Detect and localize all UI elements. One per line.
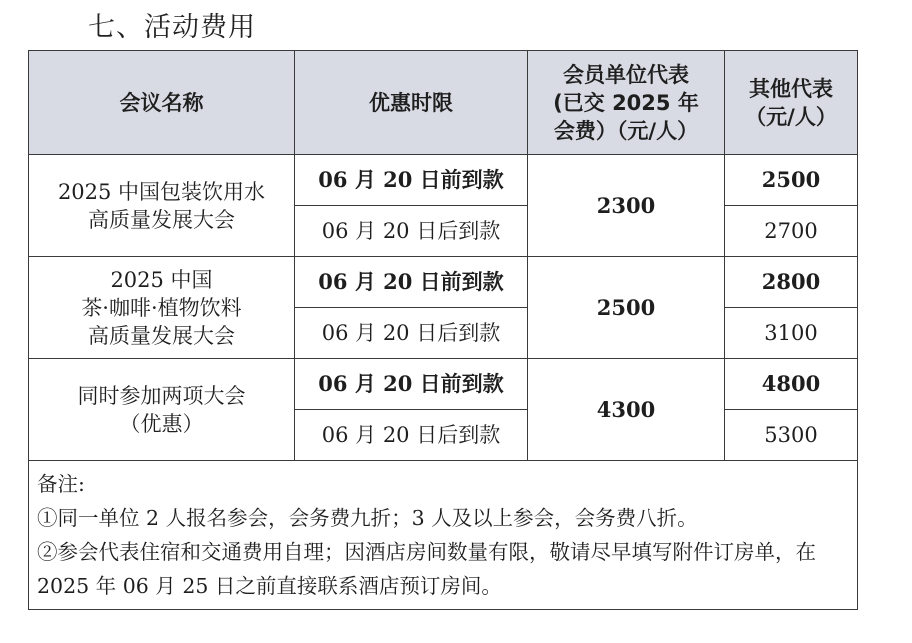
header-member-line: 会员单位代表 — [563, 62, 689, 87]
fee-table — [28, 50, 858, 610]
section-title: 七、活动费用 — [88, 12, 256, 43]
conference-name-line: 高质量发展大会 — [88, 323, 235, 348]
header-discount-period: 优惠时限 — [295, 51, 528, 155]
other-price-cell: 3100 — [725, 308, 858, 359]
conference-name-line: 2025 中国 — [110, 267, 213, 292]
notes-cell — [29, 461, 858, 610]
header-member-line: 会费）（元/人） — [553, 118, 699, 143]
table-row — [29, 257, 858, 308]
conference-name-line: 同时参加两项大会 — [77, 383, 246, 408]
conference-name-cell — [29, 359, 295, 461]
note-item: ②参会代表住宿和交通费用自理；因酒店房间数量有限，敬请尽早填写附件订房单，在 2025 年 06 月 25 日之前直接联系酒店预订房间。 — [37, 540, 816, 598]
notes-row — [29, 461, 858, 610]
period-cell: 06 月 20 日后到款 — [295, 206, 528, 257]
header-member-line: (已交 2025 年 — [553, 90, 699, 115]
table-row — [29, 359, 858, 410]
conference-name-cell — [29, 257, 295, 359]
conference-name-line: （优惠） — [119, 411, 204, 436]
other-price-cell: 2700 — [725, 206, 858, 257]
conference-name-line: 茶·咖啡·植物饮料 — [81, 295, 242, 320]
period-cell: 06 月 20 日后到款 — [295, 308, 528, 359]
period-cell: 06 月 20 日前到款 — [295, 155, 528, 206]
notes-label: 备注: — [37, 472, 85, 496]
period-cell: 06 月 20 日前到款 — [295, 359, 528, 410]
header-conference-name: 会议名称 — [29, 51, 295, 155]
period-cell: 06 月 20 日后到款 — [295, 410, 528, 461]
member-price-cell: 2500 — [528, 257, 725, 359]
header-row — [29, 51, 858, 155]
period-cell: 06 月 20 日前到款 — [295, 257, 528, 308]
header-other-line: 其他代表 — [749, 76, 833, 101]
header-member-price — [528, 51, 725, 155]
header-other-price — [725, 51, 858, 155]
header-other-line: （元/人） — [745, 104, 837, 129]
member-price-cell: 2300 — [528, 155, 725, 257]
note-item: ①同一单位 2 人报名参会，会务费九折；3 人及以上参会，会务费八折。 — [37, 506, 698, 530]
other-price-cell: 2500 — [725, 155, 858, 206]
conference-name-line: 高质量发展大会 — [88, 207, 235, 232]
conference-name-cell — [29, 155, 295, 257]
other-price-cell: 2800 — [725, 257, 858, 308]
other-price-cell: 4800 — [725, 359, 858, 410]
member-price-cell: 4300 — [528, 359, 725, 461]
conference-name-line: 2025 中国包装饮用水 — [57, 179, 266, 204]
other-price-cell: 5300 — [725, 410, 858, 461]
table-row — [29, 155, 858, 206]
